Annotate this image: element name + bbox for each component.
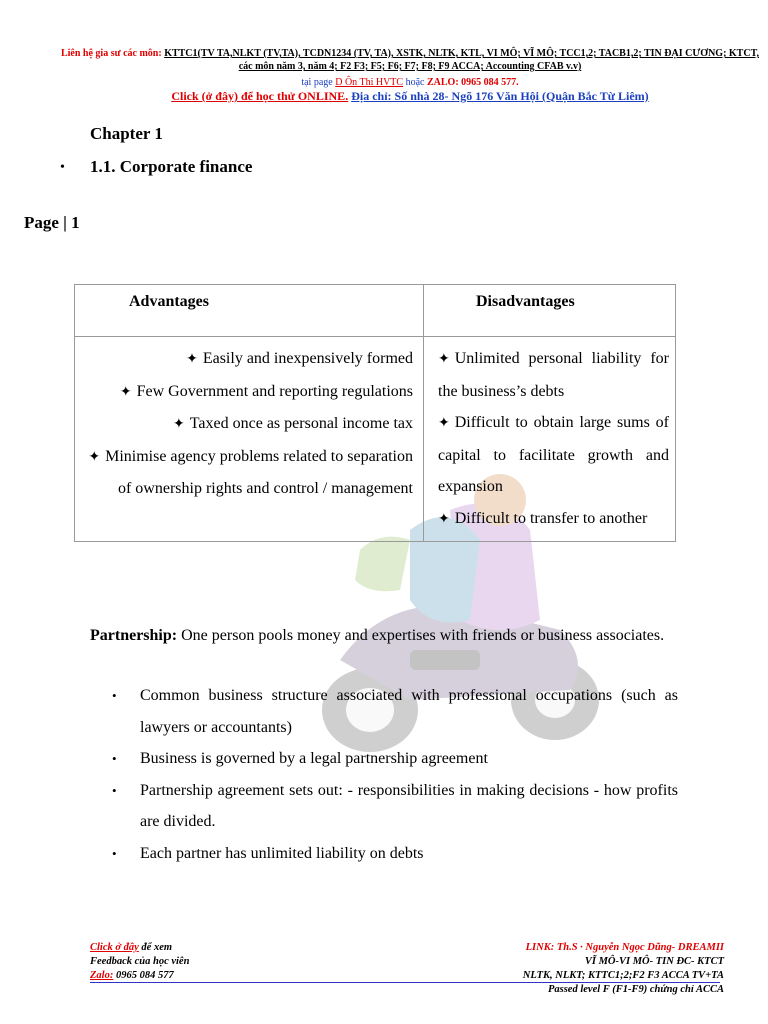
header-page-prefix: tại page <box>301 77 333 88</box>
chapter-title: Chapter 1 <box>90 124 163 143</box>
four-point-star-icon: ✦ <box>173 417 185 432</box>
partnership-list <box>90 680 678 869</box>
disadvantages-cell <box>424 337 676 542</box>
footer-link[interactable]: LINK: Th.S · Nguyễn Ngọc Dũng- DREAMII <box>525 942 724 953</box>
list-item: • Common business structure associated with professional occupations (such as lawyers or accountants) <box>112 687 678 736</box>
partnership-paragraph <box>90 620 678 651</box>
header-trial-link[interactable]: Click (ở đây) để học thử ONLINE. <box>171 89 349 103</box>
advantage-item: ✦ Minimise agency problems related to separation of ownership rights and control / management <box>88 447 413 497</box>
header-line-3 <box>60 89 760 104</box>
header-address[interactable]: Địa chỉ: Số nhà 28- Ngõ 176 Văn Hội (Quận Bắc Từ Liêm) <box>351 89 649 103</box>
list-item: • Business is governed by a legal partnership agreement <box>112 750 488 767</box>
advantages-table <box>74 284 676 542</box>
header-contact-prefix: Liên hệ gia sư các môn: <box>60 48 162 59</box>
four-point-star-icon: ✦ <box>438 511 450 527</box>
four-point-star-icon: ✦ <box>119 384 132 400</box>
partnership-label: Partnership: <box>90 627 178 644</box>
disadvantage-item: ✦ Difficult to transfer to another <box>438 509 648 527</box>
footer-click-link[interactable]: Click ở đây <box>90 942 139 953</box>
advantages-header: Advantages <box>75 285 424 337</box>
four-point-star-icon: ✦ <box>88 449 101 465</box>
section-title: 1.1. Corporate finance <box>90 157 253 176</box>
partnership-text: One person pools money and expertises with friends or business associates. <box>181 627 665 644</box>
disadvantage-item: ✦ Unlimited personal liability for the business’s debts <box>438 350 669 400</box>
footer-divider <box>90 982 720 983</box>
disadvantage-item: ✦ Difficult to obtain large sums of capital to facilitate growth and expansion <box>438 414 669 495</box>
header-line-2 <box>60 77 760 88</box>
header-page-link[interactable]: D Ôn Thi HVTC <box>335 77 404 88</box>
four-point-star-icon: ✦ <box>438 352 450 367</box>
section-bullet: • <box>60 160 65 175</box>
footer-left: Click ở đây để xem Feedback của học viên Zalo: 0965 084 577 <box>90 942 190 981</box>
footer-zalo-number: 0965 084 577 <box>115 970 174 981</box>
page-number-label: Page | 1 <box>24 213 80 232</box>
four-point-star-icon: ✦ <box>186 352 198 367</box>
advantages-cell <box>75 337 424 542</box>
advantage-item: ✦ Taxed once as personal income tax <box>173 415 413 432</box>
footer-feedback[interactable]: Feedback của học viên <box>90 956 190 967</box>
header-or: hoặc <box>405 77 425 88</box>
header-zalo: ZALO: 0965 084 577. <box>426 77 519 88</box>
header-course-list[interactable]: KTTC1(TV TA,NLKT (TV,TA), TCDN1234 (TV, TA), XSTK, NLTK, KTL, VI MÔ; VĨ MÔ; TCC1,2; TACB1,2; TIN ĐẠI CƯƠNG; KTCT, các môn năm 3, năm 4; F2 F3; F5; F6; F7; F8; F9 ACCA; Accounting CFAB v.v) <box>164 48 760 72</box>
advantage-item: ✦ Few Government and reporting regulations <box>119 382 413 400</box>
disadvantages-header: Disadvantages <box>424 285 676 337</box>
header-line-1 <box>60 47 760 73</box>
four-point-star-icon: ✦ <box>438 416 450 431</box>
list-item: • Each partner has unlimited liability on debts <box>112 844 424 862</box>
footer-right: LINK: Th.S · Nguyễn Ngọc Dũng- DREAMII VĨ MÔ-VI MÔ- TIN ĐC- KTCT NLTK, NLKT; KTTC1;2;F2 F3 ACCA TV+TA Passed level F (F1-F9) chứng chỉ ACCA <box>522 942 724 995</box>
advantage-item: ✦ Easily and inexpensively formed <box>186 350 413 367</box>
list-item: • Partnership agreement sets out: - responsibilities in making decisions - how profits are divided. <box>112 781 678 830</box>
